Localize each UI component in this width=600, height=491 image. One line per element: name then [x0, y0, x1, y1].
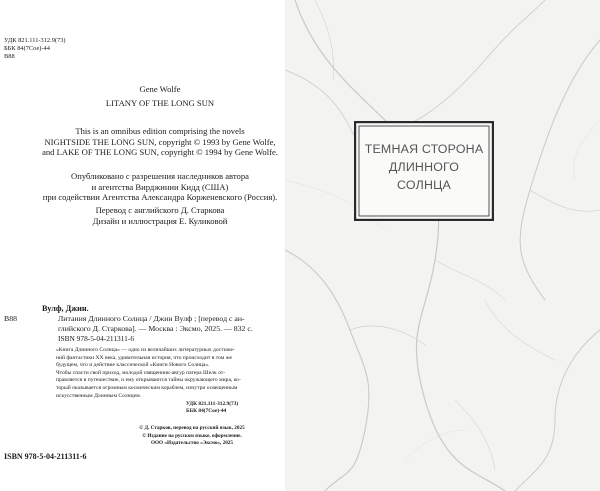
original-author: Gene Wolfe: [139, 84, 181, 94]
small-bbk-line: ББК 84(7Сое)-44: [186, 408, 227, 414]
annotation-line: торый оказывается огромным космическим кораблем, изнутри освещенным: [56, 384, 238, 391]
catalog-description-line: глийского Д. Старкова]. — Москва : Эксмо, 2025. — 832 с.: [58, 324, 253, 333]
credits: [40, 205, 280, 226]
author-sign-line: В88: [4, 53, 15, 60]
omnibus-line: This is an omnibus edition comprising the novels: [75, 126, 245, 136]
catalog-description-line: Литания Длинного Солнца / Джин Вулф ; [перевод с ан-: [58, 314, 245, 323]
permission-line: и агентства Вирджинии Кидд (США): [91, 181, 229, 192]
annotation: [56, 347, 284, 400]
book-title-line: ДЛИННОГО: [388, 160, 460, 174]
title-page: [285, 0, 600, 491]
book-title-line: СОЛНЦА: [397, 178, 451, 192]
copyright-line: ООО «Издательство «Эксмо», 2025: [150, 440, 233, 447]
annotation-line: правляется в путешествие, и ему открываются тайны окружающего мира, ко-: [56, 377, 241, 384]
catalog-code: В88: [4, 314, 17, 323]
catalog-author: Вулф, Джин.: [42, 304, 89, 313]
bbk-line: ББК 84(7Сое)-44: [4, 45, 50, 52]
annotation-line: Чтобы спасти свой приход, молодой священник-авгур патера Шелк от-: [56, 369, 226, 376]
isbn-bottom: ISBN 978-5-04-211311-6: [4, 452, 87, 461]
annotation-line: ний фантастики XX века, удивительная история, что происходит в том же: [56, 354, 233, 361]
annotation-line: будущем, что и действие классической «Книги Нового Солнца».: [56, 362, 210, 369]
original-title: LITANY OF THE LONG SUN: [105, 98, 215, 108]
copyright-line: © Издание на русском языке, оформление.: [142, 432, 242, 439]
marble-texture: [285, 0, 600, 491]
copyright-line: © Д. Старков, перевод на русский язык, 2025: [139, 425, 245, 431]
imprint-page: [0, 0, 285, 491]
small-udk-block: [186, 401, 238, 415]
udk-line: УДК 821.111-312.9(73): [4, 37, 66, 44]
permission-note: [40, 171, 280, 203]
book-title-line: ТЕМНАЯ СТОРОНА: [364, 142, 484, 156]
copyright-block: [102, 425, 282, 448]
omnibus-line: and LAKE OF THE LONG SUN, copyright © 1994 by Gene Wolfe.: [42, 147, 278, 158]
permission-line: Опубликовано с разрешения наследников автора: [71, 171, 249, 181]
permission-line: при содействии Агентства Александра Корженевского (Россия).: [42, 192, 278, 203]
small-udk-line: УДК 821.111-312.9(73): [186, 401, 239, 407]
annotation-line: «Книга Длинного Солнца» — одно из величайших литературных достиже-: [56, 347, 235, 353]
catalog-description: [58, 314, 253, 334]
udk-block: [4, 37, 66, 61]
translator-line: Перевод с английского Д. Старкова: [95, 205, 225, 215]
omnibus-note: [40, 126, 280, 158]
designer-line: Дизайн и иллюстрация Е. Куликовой: [92, 215, 228, 226]
annotation-line: искусственным Длинным Солнцем.: [56, 392, 142, 399]
catalog-isbn: ISBN 978-5-04-211311-6: [58, 334, 135, 343]
book-title: [354, 140, 494, 194]
omnibus-line: NIGHTSIDE THE LONG SUN, copyright © 1993 by Gene Wolfe,: [44, 136, 276, 147]
